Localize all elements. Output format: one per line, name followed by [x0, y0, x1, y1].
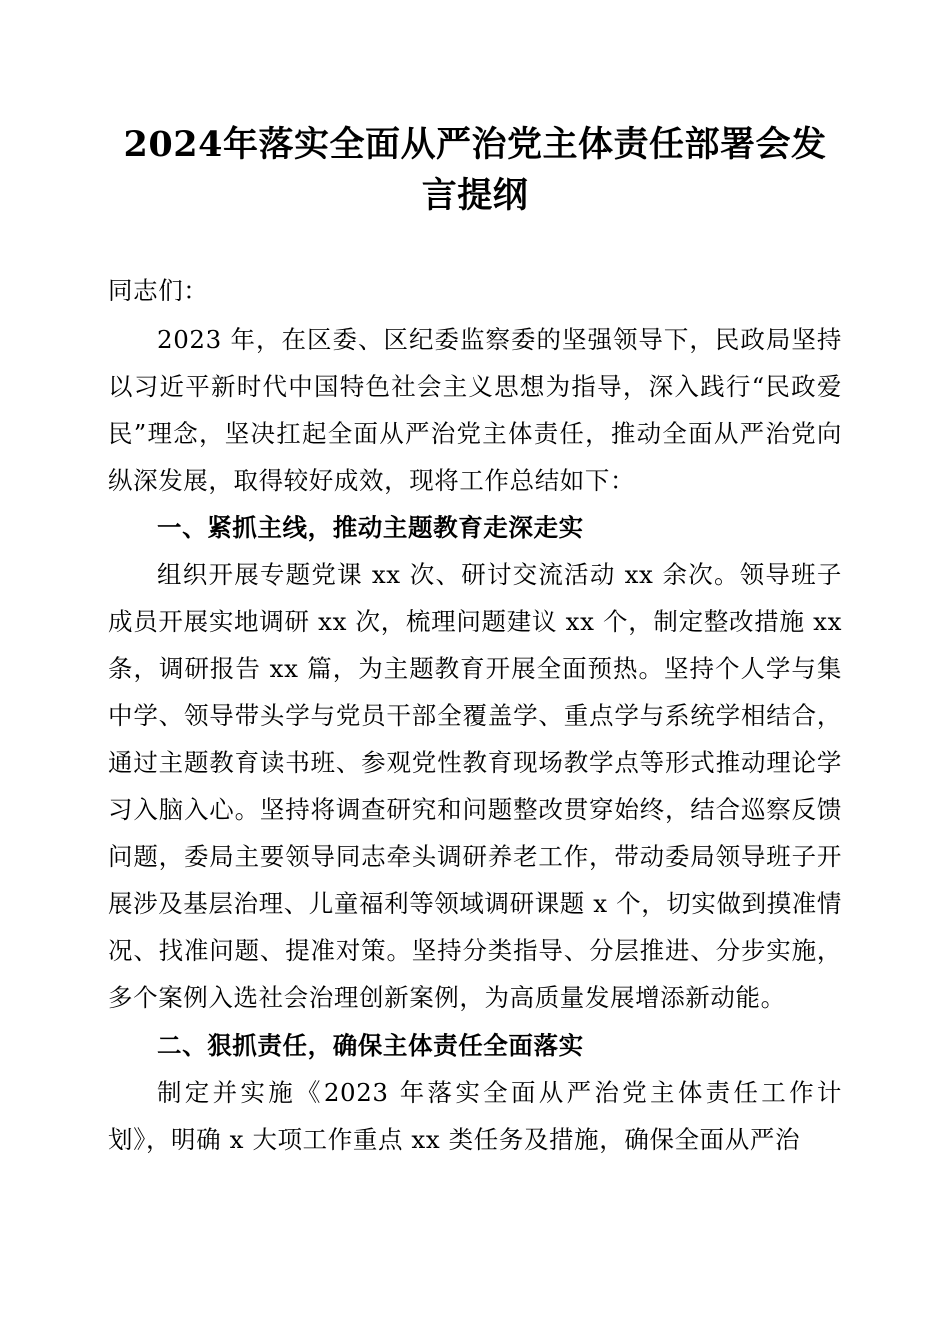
paragraph-section-1: 组织开展专题党课 xx 次、研讨交流活动 xx 余次。领导班子成员开展实地调研 xx 次，梳理问题建议 xx 个，制定整改措施 xx 条，调研报告 xx 篇，为主题教育开展全面预热。坚持个人学与集中学、领导带头学与党员干部全覆盖学、重点学与系统学相结合，通过主题教育读书班、参观党性教育现场教学点等形式推动理论学习入脑入心。坚持将调查研究和问题整改贯穿始终，结合巡察反馈问题，委局主要领导同志牵头调研养老工作，带动委局领导班子开展涉及基层治理、儿童福利等领域调研课题 x 个，切实做到摸准情况、找准问题、提准对策。坚持分类指导、分层推进、分步实施，多个案例入选社会治理创新案例，为高质量发展增添新动能。 — [108, 560, 842, 1013]
salutation: 同志们： — [108, 275, 209, 305]
page-title: 2024年落实全面从严治党主体责任部署会发言提纲 — [123, 124, 827, 216]
paragraph-intro: 2023 年，在区委、区纪委监察委的坚强领导下，民政局坚持以习近平新时代中国特色社会主义思想为指导，深入践行“民政爱民”理念，坚决扛起全面从严治党主体责任，推动全面从严治党向纵深发展，取得较好成效，现将工作总结如下： — [108, 325, 842, 496]
paragraph-section-2: 制定并实施《2023 年落实全面从严治党主体责任工作计划》，明确 x 大项工作重点 xx 类任务及措施，确保全面从严治 — [108, 1077, 842, 1154]
section-heading-1: 一、紧抓主线，推动主题教育走深走实 — [157, 513, 584, 543]
section-heading-2: 二、狠抓责任，确保主体责任全面落实 — [157, 1030, 584, 1060]
